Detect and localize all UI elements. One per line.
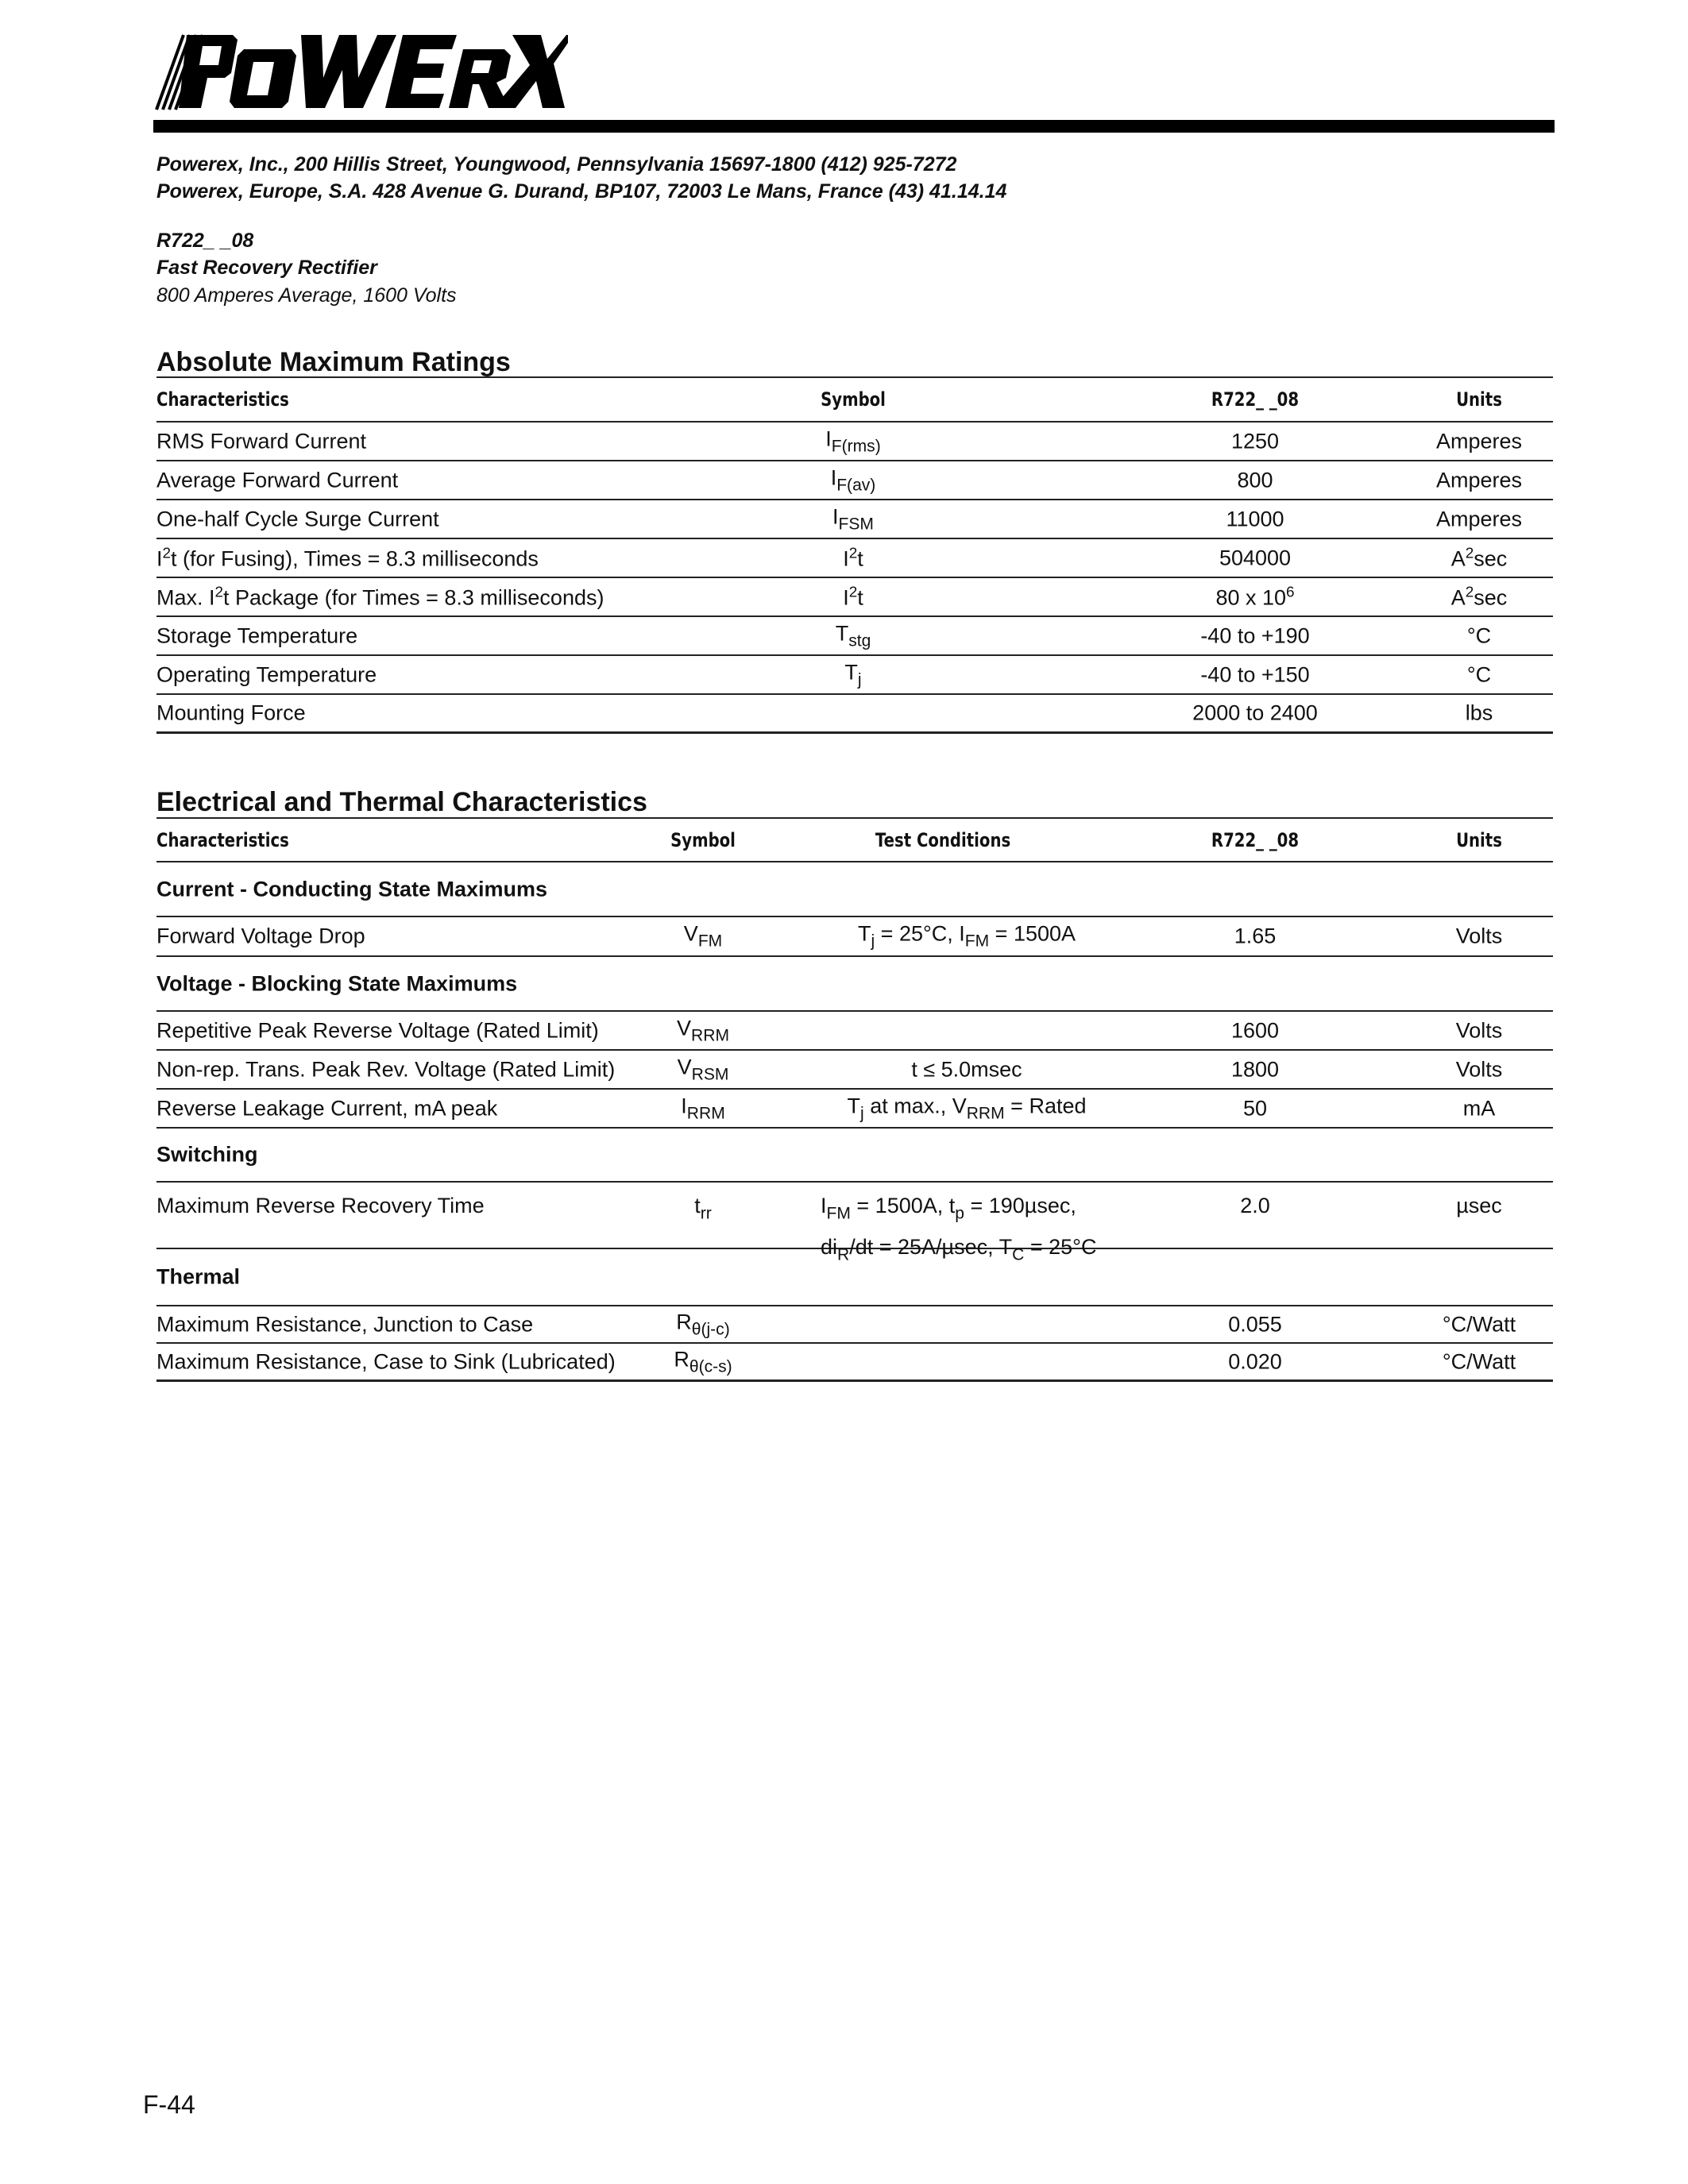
characteristic-label: Forward Voltage Drop (156, 924, 365, 948)
rating-value: 11000 (1226, 507, 1284, 531)
header-units: Units (1456, 828, 1502, 851)
units: $A^2\sec$ (1450, 544, 1508, 571)
units: Amperes (1435, 507, 1523, 531)
page-number: F-44 (143, 2090, 195, 2119)
units: Volts (1455, 1057, 1503, 1081)
rating-value: 1600 (1230, 1018, 1280, 1042)
symbol: $I_{F(av)}$ (830, 465, 876, 495)
group-heading-switching (156, 1129, 1553, 1183)
header-value: R722_ _08 (1211, 828, 1300, 851)
symbol: $R_{\theta(j-c)}$ (676, 1309, 730, 1339)
characteristic-label: Max. $I^2t$ Package (for Times = 8.3 milliseconds) (156, 583, 605, 610)
header-units: Units (1456, 388, 1502, 411)
units: Volts (1455, 1018, 1503, 1042)
units: °C (1466, 662, 1492, 686)
rating-value: 1800 (1230, 1057, 1280, 1081)
rating-value: 2.0 (1240, 1194, 1270, 1217)
characteristic-label: Maximum Reverse Recovery Time (156, 1194, 485, 1217)
product-title: Fast Recovery Rectifier (156, 257, 377, 279)
group-label: Current - Conducting State Maximums (156, 877, 548, 901)
characteristic-label: Maximum Resistance, Junction to Case (156, 1312, 534, 1336)
symbol: $T_{stg}$ (835, 620, 871, 650)
group-label: Switching (156, 1142, 258, 1167)
electrical-table (156, 817, 1553, 1382)
ratings-section-title: Absolute Maximum Ratings (156, 347, 511, 377)
header-symbol: Symbol (821, 388, 886, 411)
symbol: $I_{F(rms)}$ (825, 426, 881, 456)
table-row (156, 656, 1553, 695)
symbol: $V_{FM}$ (683, 921, 723, 951)
symbol: $t_{rr}$ (694, 1194, 712, 1223)
units: Volts (1455, 924, 1503, 948)
group-label: Voltage - Blocking State Maximums (156, 971, 518, 995)
header-value: R722_ _08 (1211, 388, 1300, 411)
table-row (156, 500, 1553, 539)
test-condition-line-1: $I_{FM} = 1500A$, $t_p = 190\mu\sec$, (821, 1194, 1076, 1223)
symbol: $T_j$ (844, 659, 862, 689)
characteristic-label: Storage Temperature (156, 623, 358, 647)
units: Amperes (1435, 429, 1523, 453)
rating-value: 80 x $10^6$ (1215, 583, 1295, 610)
units: Amperes (1435, 468, 1523, 492)
table-row (156, 695, 1553, 734)
table-row (156, 1306, 1553, 1344)
test-condition: t ≤ 5.0msec (911, 1057, 1022, 1081)
characteristic-label: Repetitive Peak Reverse Voltage (Rated Limit) (156, 1018, 599, 1042)
symbol: $I^2t$ (843, 544, 863, 571)
characteristic-label: RMS Forward Current (156, 429, 367, 453)
rating-value: 800 (1237, 468, 1273, 492)
rating-value: 504000 (1219, 546, 1292, 569)
characteristic-label: Mounting Force (156, 700, 306, 725)
electrical-header-row (156, 817, 1553, 862)
rating-value: 0.020 (1228, 1349, 1282, 1373)
ratings-table (156, 376, 1553, 734)
symbol: $I^2t$ (843, 583, 863, 610)
address-us: Powerex, Inc., 200 Hillis Street, Youngwood, Pennsylvania 15697-1800 (412) 925-7272 (156, 153, 957, 176)
part-number: R722_ _08 (156, 230, 254, 252)
units: °C/Watt (1442, 1349, 1516, 1373)
group-heading-voltage (156, 957, 1553, 1012)
group-heading-current (156, 862, 1553, 917)
header-rule (153, 120, 1555, 133)
units: mA (1462, 1096, 1496, 1120)
rating-value: 1.65 (1234, 924, 1277, 948)
powerex-logo (155, 32, 568, 111)
symbol: $V_{RRM}$ (677, 1015, 729, 1045)
rating-value: 2000 to 2400 (1192, 700, 1318, 725)
symbol: $I_{RRM}$ (681, 1093, 725, 1123)
characteristic-label: Reverse Leakage Current, mA peak (156, 1096, 498, 1120)
group-heading-thermal (156, 1249, 1553, 1306)
ratings-header-row (156, 376, 1553, 423)
units: °C/Watt (1442, 1312, 1516, 1336)
table-row (156, 617, 1553, 656)
table-row (156, 917, 1553, 957)
rating-value: 0.055 (1228, 1312, 1282, 1336)
test-condition-line-2: $di_R/dt = 25A/\mu\sec$, $T_C = 25^\circ C$ (821, 1235, 1097, 1264)
product-subtitle: 800 Amperes Average, 1600 Volts (156, 284, 457, 307)
characteristic-label: One-half Cycle Surge Current (156, 507, 439, 531)
header-symbol: Symbol (670, 828, 736, 851)
table-row (156, 1183, 1553, 1264)
electrical-section-title: Electrical and Thermal Characteristics (156, 787, 647, 817)
units: lbs (1465, 700, 1493, 725)
table-row (156, 1344, 1553, 1382)
characteristic-label: Non-rep. Trans. Peak Rev. Voltage (Rated Limit) (156, 1057, 616, 1081)
rating-value: -40 to +190 (1200, 623, 1310, 647)
units: µsec (1456, 1194, 1502, 1217)
characteristic-label: $I^2t$ (for Fusing), Times = 8.3 milliseconds (156, 544, 539, 571)
address-europe: Powerex, Europe, S.A. 428 Avenue G. Durand, BP107, 72003 Le Mans, France (43) 41.14.14 (156, 180, 1007, 203)
table-row (156, 1051, 1553, 1090)
table-row (156, 578, 1553, 617)
units: °C (1466, 623, 1492, 647)
characteristic-label: Maximum Resistance, Case to Sink (Lubricated) (156, 1349, 616, 1373)
table-row (156, 423, 1553, 461)
table-row (156, 1012, 1553, 1051)
rating-value: -40 to +150 (1200, 662, 1310, 686)
units: $A^2\sec$ (1450, 583, 1508, 610)
group-label: Thermal (156, 1264, 241, 1289)
table-row (156, 1090, 1553, 1129)
rating-value: 1250 (1230, 429, 1280, 453)
symbol: $I_{FSM}$ (832, 504, 874, 534)
header-characteristics: Characteristics (156, 388, 289, 411)
header-characteristics: Characteristics (156, 828, 289, 851)
table-row (156, 461, 1553, 500)
symbol: $R_{\theta(c-s)}$ (674, 1346, 732, 1376)
table-row (156, 539, 1553, 578)
header-test-conditions: Test Conditions (875, 828, 1011, 851)
symbol: $V_{RSM}$ (677, 1054, 729, 1084)
characteristic-label: Average Forward Current (156, 468, 399, 492)
rating-value: 50 (1242, 1096, 1268, 1120)
test-condition: $T_j$ at max., $V_{RRM}$ = Rated (847, 1093, 1087, 1123)
test-condition: $T_j = 25^\circ C$, $I_{FM} = 1500A$ (857, 921, 1076, 951)
characteristic-label: Operating Temperature (156, 662, 377, 686)
